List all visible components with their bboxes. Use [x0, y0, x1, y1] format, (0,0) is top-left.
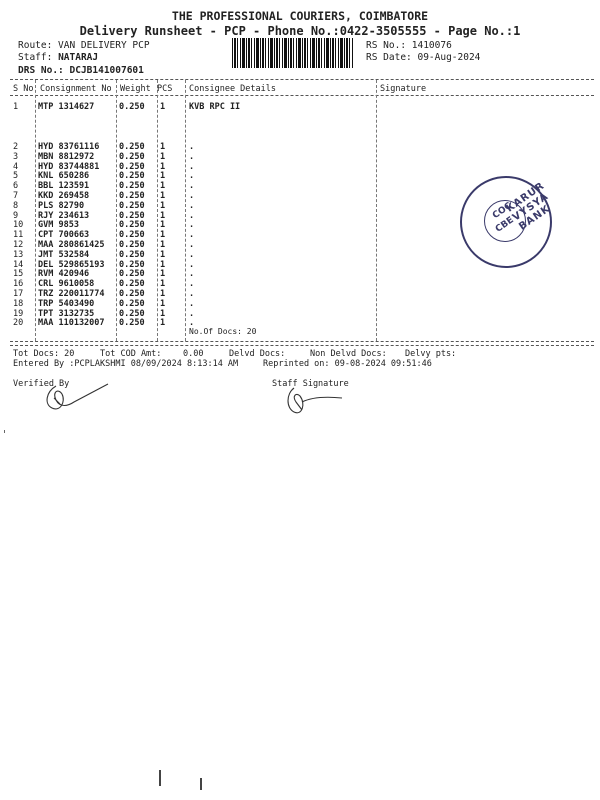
row-pcs: 1: [160, 240, 166, 250]
row-consignment-no: BBL 123591: [38, 181, 90, 192]
row-consignment-no: MAA 110132007: [38, 318, 105, 329]
row-pcs: 1: [160, 308, 166, 319]
row-sno: 6: [13, 181, 19, 192]
row-consignee-details: .: [189, 210, 195, 221]
verifier-signature: [38, 378, 118, 418]
col-header-signature: Signature: [380, 84, 427, 94]
row-consignment-no: JMT 532584: [38, 249, 90, 260]
row-weight: 0.250: [119, 171, 145, 182]
table-row: [0, 299, 600, 309]
row-consignee-details: .: [189, 191, 195, 201]
row-sno: 10: [13, 220, 24, 231]
stamp-bank-name: KARUR VYSYA BANK: [504, 180, 553, 233]
row-consignee-details: .: [189, 259, 195, 270]
drs-value: DCJB141007601: [69, 65, 144, 76]
bank-stamp: [460, 176, 552, 268]
row-sno: 11: [13, 230, 24, 241]
row-weight: 0.250: [119, 200, 145, 211]
row-weight: 0.250: [119, 142, 145, 152]
row-sno: 20: [13, 318, 24, 329]
row-sno: 19: [13, 308, 24, 319]
scan-mark: [159, 770, 161, 786]
row-consignee-details: .: [189, 142, 195, 152]
row-consignment-no: HYD 83761116: [38, 142, 100, 152]
tot-docs: Tot Docs: 20: [13, 349, 75, 359]
row-sno: 8: [13, 200, 19, 211]
col-header-weight: Weight: [120, 84, 151, 94]
row-consignee-details: .: [189, 151, 195, 162]
row-pcs: 1: [160, 102, 166, 112]
table-row: [0, 162, 600, 172]
row-consignee-details: .: [189, 269, 195, 280]
row-weight: 0.250: [119, 210, 145, 221]
table-row: [0, 152, 600, 162]
row-pcs: 1: [160, 318, 166, 329]
scan-mark: [4, 430, 5, 433]
row-weight: 0.250: [119, 220, 145, 231]
table-bottom-rule-2: [10, 345, 594, 346]
row-pcs: 1: [160, 249, 166, 260]
delvy-pts: Delvy pts:: [405, 349, 457, 359]
row-sno: 17: [13, 289, 24, 299]
header-bottom-rule: [10, 95, 594, 96]
row-sno: 5: [13, 171, 19, 182]
table-row: [0, 279, 600, 289]
row-sno: 3: [13, 151, 19, 162]
col-header-pcs: PCS: [157, 84, 173, 94]
row-sno: 9: [13, 210, 19, 221]
rs-date: RS Date: 09-Aug-2024: [366, 52, 481, 63]
row-consignment-no: TRP 5403490: [38, 298, 95, 309]
row-sno: 18: [13, 298, 24, 309]
staff-label: Staff:: [18, 52, 53, 63]
rs-number: RS No.: 1410076: [366, 40, 452, 51]
row-pcs: 1: [160, 191, 166, 201]
row-weight: 0.250: [119, 308, 145, 319]
row-pcs: 1: [160, 269, 166, 280]
row-consignee-details: .: [189, 298, 195, 309]
row-consignment-no: CRL 9610058: [38, 279, 95, 290]
row-sno: 15: [13, 269, 24, 280]
table-row: [0, 269, 600, 279]
verified-by-label: Verified By: [13, 379, 70, 389]
route-text: Route: VAN DELIVERY PCP: [18, 40, 150, 51]
row-pcs: 1: [160, 279, 166, 290]
col-header-consignee: Consignee Details: [189, 84, 276, 94]
reprinted-on: Reprinted on: 09-08-2024 09:51:46: [263, 359, 432, 369]
drs-label: DRS No.:: [18, 65, 64, 76]
row-pcs: 1: [160, 220, 166, 231]
row-weight: 0.250: [119, 102, 145, 112]
staff-line: [18, 52, 98, 63]
staff-value: NATARAJ: [58, 52, 99, 63]
row-consignee-details: .: [189, 200, 195, 211]
row-sno: 1: [13, 102, 19, 112]
row-pcs: 1: [160, 298, 166, 309]
row-consignee-details: KVB RPC II: [189, 102, 241, 112]
tot-cod-label: Tot COD Amt:: [100, 349, 162, 359]
row-consignee-details: .: [189, 249, 195, 260]
row-pcs: 1: [160, 181, 166, 192]
row-pcs: 1: [160, 171, 166, 182]
row-consignee-details: .: [189, 279, 195, 290]
row-consignee-details: .: [189, 318, 195, 329]
row-consignment-no: HYD 83744881: [38, 161, 100, 172]
table-row: [0, 102, 600, 112]
row-pcs: 1: [160, 142, 166, 152]
row-consignment-no: MBN 8812972: [38, 151, 95, 162]
table-row: [0, 142, 600, 152]
row-pcs: 1: [160, 230, 166, 241]
drs-line: [18, 65, 144, 76]
row-pcs: 1: [160, 151, 166, 162]
row-consignment-no: MAA 280861425: [38, 240, 105, 250]
row-weight: 0.250: [119, 259, 145, 270]
row-weight: 0.250: [119, 240, 145, 250]
tot-cod-value: 0.00: [183, 349, 204, 359]
row-pcs: 1: [160, 210, 166, 221]
row-weight: 0.250: [119, 318, 145, 329]
staff-signature: [282, 380, 362, 420]
table-row: [0, 309, 600, 319]
row-sno: 7: [13, 191, 19, 201]
row-consignment-no: RVM 420946: [38, 269, 90, 280]
barcode: [232, 38, 354, 68]
row-pcs: 1: [160, 161, 166, 172]
row-sno: 2: [13, 142, 19, 152]
row-consignment-no: RJY 234613: [38, 210, 90, 221]
scan-mark: [200, 778, 202, 790]
col-header-sno: S No: [13, 84, 34, 94]
table-row: [0, 318, 600, 328]
row-consignee-details: .: [189, 240, 195, 250]
row-consignment-no: PLS 82790: [38, 200, 85, 211]
row-consignment-no: KKD 269458: [38, 191, 90, 201]
row-weight: 0.250: [119, 181, 145, 192]
row-weight: 0.250: [119, 151, 145, 162]
row-consignment-no: KNL 650286: [38, 171, 90, 182]
entered-by: Entered By :PCPLAKSHMI 08/09/2024 8:13:14 AM: [13, 359, 239, 369]
row-weight: 0.250: [119, 249, 145, 260]
table-bottom-rule: [10, 341, 594, 342]
row-weight: 0.250: [119, 269, 145, 280]
stamp-coc: COC: [491, 200, 514, 222]
row-consignee-details: .: [189, 171, 195, 182]
row-consignee-details: .: [189, 220, 195, 231]
row-consignee-details: .: [189, 230, 195, 241]
row-consignment-no: DEL 529865193: [38, 259, 105, 270]
row-sno: 4: [13, 161, 19, 172]
row-sno: 16: [13, 279, 24, 290]
row-weight: 0.250: [119, 298, 145, 309]
row-weight: 0.250: [119, 161, 145, 172]
row-sno: 12: [13, 240, 24, 250]
non-delvd-docs: Non Delvd Docs:: [310, 349, 387, 359]
row-pcs: 1: [160, 289, 166, 299]
row-consignee-details: .: [189, 289, 195, 299]
row-pcs: 1: [160, 259, 166, 270]
company-title: THE PROFESSIONAL COURIERS, COIMBATORE: [171, 9, 429, 23]
row-weight: 0.250: [119, 191, 145, 201]
row-consignment-no: GVM 9853: [38, 220, 79, 231]
stamp-cbe: CBE: [493, 215, 516, 235]
row-weight: 0.250: [119, 230, 145, 241]
row-sno: 13: [13, 249, 24, 260]
row-consignment-no: TPT 3132735: [38, 308, 95, 319]
staff-signature-label: Staff Signature: [272, 379, 349, 389]
row-consignee-details: .: [189, 308, 195, 319]
row-consignment-no: MTP 1314627: [38, 102, 95, 112]
row-consignee-details: .: [189, 161, 195, 172]
row-consignment-no: CPT 700663: [38, 230, 90, 241]
col-header-consignment: Consignment No: [40, 84, 112, 94]
no-of-docs: No.Of Docs: 20: [189, 327, 257, 336]
table-row: [0, 289, 600, 299]
row-consignee-details: .: [189, 181, 195, 192]
row-pcs: 1: [160, 200, 166, 211]
row-sno: 14: [13, 259, 24, 270]
delvd-docs: Delvd Docs:: [229, 349, 286, 359]
table-top-rule: [10, 79, 594, 80]
row-weight: 0.250: [119, 289, 145, 299]
row-consignment-no: TRZ 220011774: [38, 289, 105, 299]
runsheet-subtitle: Delivery Runsheet - PCP - Phone No.:0422-3505555 - Page No.:1: [79, 24, 521, 38]
row-weight: 0.250: [119, 279, 145, 290]
